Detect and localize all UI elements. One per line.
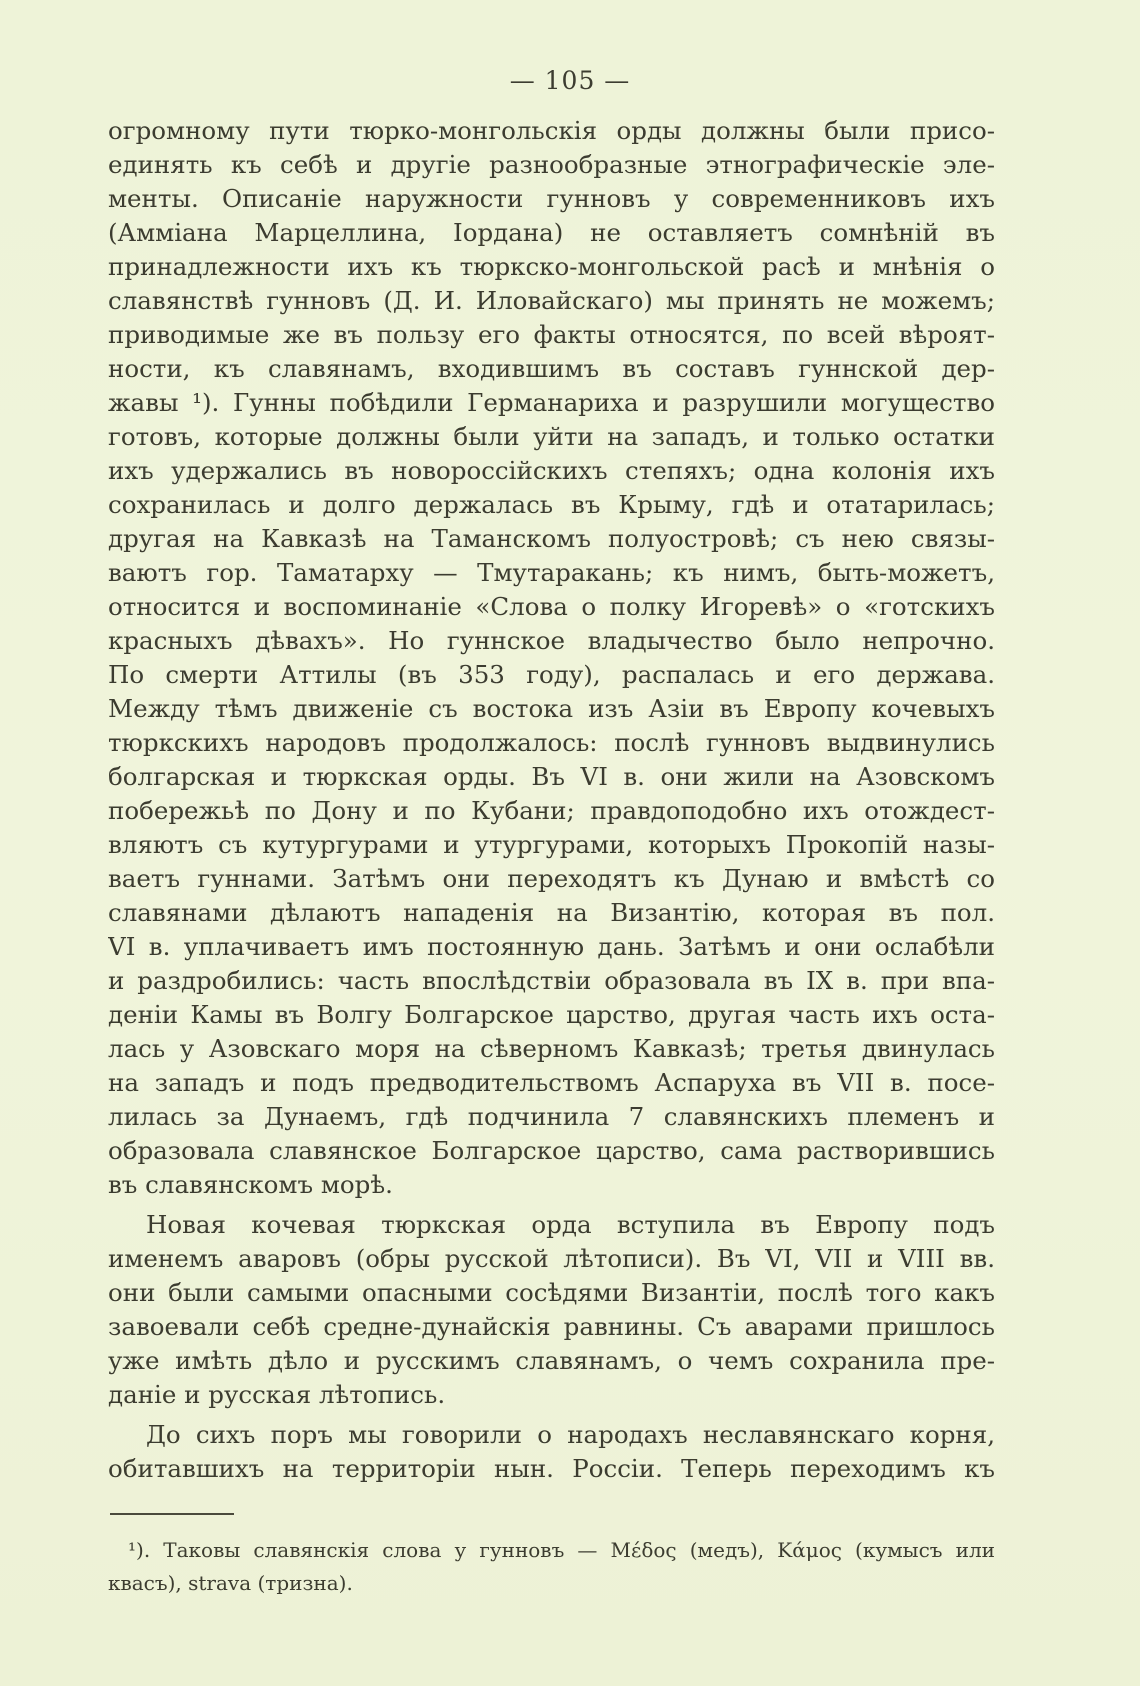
text-line: VI в. уплачиваетъ имъ постоянную дань. Затѣмъ и они ослабѣли — [108, 932, 995, 961]
main-text — [108, 114, 995, 1486]
text-line: именемъ аваровъ (обры русской лѣтописи). Въ VI, VII и VIII вв. — [108, 1244, 995, 1273]
text-line: образовала славянское Болгарское царство, сама растворившись — [108, 1136, 995, 1165]
text-line: обитавшихъ на территоріи нын. Россіи. Теперь переходимъ къ — [108, 1454, 995, 1483]
text-line: (Амміана Марцеллина, Іордана) не оставляетъ сомнѣній въ — [108, 218, 995, 247]
text-line: ности, къ славянамъ, входившимъ въ составъ гуннской дер- — [108, 354, 995, 383]
text-line: болгарская и тюркская орды. Въ VI в. они жили на Азовскомъ — [108, 762, 995, 791]
text-line: жавы ¹). Гунны побѣдили Германариха и разрушили могущество — [108, 388, 995, 417]
text-line: ваетъ гуннами. Затѣмъ они переходятъ къ Дунаю и вмѣстѣ со — [108, 864, 995, 893]
text-line: менты. Описаніе наружности гунновъ у современниковъ ихъ — [108, 184, 995, 213]
text-line: они были самыми опасными сосѣдями Византіи, послѣ того какъ — [108, 1278, 995, 1307]
text-line: принадлежности ихъ къ тюркско-монгольской расѣ и мнѣнія о — [108, 252, 995, 281]
text-line: на западъ и подъ предводительствомъ Аспаруха въ VII в. посе- — [108, 1068, 995, 1097]
text-line: огромному пути тюрко-монгольскія орды должны были присо- — [108, 116, 995, 145]
text-line: По смерти Аттилы (въ 353 году), распалась и его держава. — [108, 660, 995, 689]
text-line: красныхъ дѣвахъ». Но гуннское владычество было непрочно. — [108, 626, 995, 655]
text-line: славянствѣ гунновъ (Д. И. Иловайскаго) мы принять не можемъ; — [108, 286, 995, 315]
text-line: деніи Камы въ Волгу Болгарское царство, другая часть ихъ оста- — [108, 1000, 995, 1029]
footnote-line: ¹). Таковы славянскія слова у гунновъ — Μέδος (медъ), Κάμος (кумысъ или — [128, 1538, 995, 1562]
page-number: — 105 — — [509, 66, 631, 95]
text-line: Новая кочевая тюркская орда вступила въ Европу подъ — [146, 1210, 995, 1239]
text-line: въ славянскомъ морѣ. — [108, 1170, 393, 1199]
text-line: Между тѣмъ движеніе съ востока изъ Азіи въ Европу кочевыхъ — [108, 694, 995, 723]
text-line: уже имѣть дѣло и русскимъ славянамъ, о чемъ сохранила пре- — [108, 1346, 995, 1375]
text-line: лась у Азовскаго моря на сѣверномъ Кавказѣ; третья двинулась — [108, 1034, 995, 1063]
text-line: славянами дѣлаютъ нападенія на Византію, которая въ пол. — [108, 898, 995, 927]
footnotes — [108, 1534, 995, 1600]
text-line: готовъ, которые должны были уйти на западъ, и только остатки — [108, 422, 995, 451]
footnote-separator — [110, 1513, 234, 1515]
text-line: До сихъ поръ мы говорили о народахъ неславянскаго корня, — [146, 1420, 995, 1449]
text-line: другая на Кавказѣ на Таманскомъ полуостровѣ; съ нею связы- — [108, 524, 995, 553]
text-line: завоевали себѣ средне-дунайскія равнины. Съ аварами пришлось — [108, 1312, 995, 1341]
footnote-line: квасъ), strava (тризна). — [108, 1571, 353, 1595]
text-line: относится и воспоминаніе «Слова о полку Игоревѣ» о «готскихъ — [108, 592, 995, 621]
text-line: лилась за Дунаемъ, гдѣ подчинила 7 славянскихъ племенъ и — [108, 1102, 995, 1131]
text-line: вляютъ съ кутургурами и утургурами, которыхъ Прокопій назы- — [108, 830, 995, 859]
text-line: и раздробились: часть впослѣдствіи образовала въ IX в. при впа- — [108, 966, 995, 995]
text-line: сохранилась и долго держалась въ Крыму, гдѣ и отатарилась; — [108, 490, 995, 519]
text-line: ваютъ гор. Таматарху — Тмутаракань; къ нимъ, быть-можетъ, — [108, 558, 995, 587]
text-line: побережьѣ по Дону и по Кубани; правдоподобно ихъ отождест- — [108, 796, 995, 825]
text-line: ихъ удержались въ новороссійскихъ степяхъ; одна колонія ихъ — [108, 456, 995, 485]
text-line: приводимые же въ пользу его факты относятся, по всей вѣроят- — [108, 320, 995, 349]
text-line: единять къ себѣ и другіе разнообразные этнографическіе эле- — [108, 150, 995, 179]
text-line: тюркскихъ народовъ продолжалось: послѣ гунновъ выдвинулись — [108, 728, 995, 757]
text-line: даніе и русская лѣтопись. — [108, 1380, 446, 1409]
